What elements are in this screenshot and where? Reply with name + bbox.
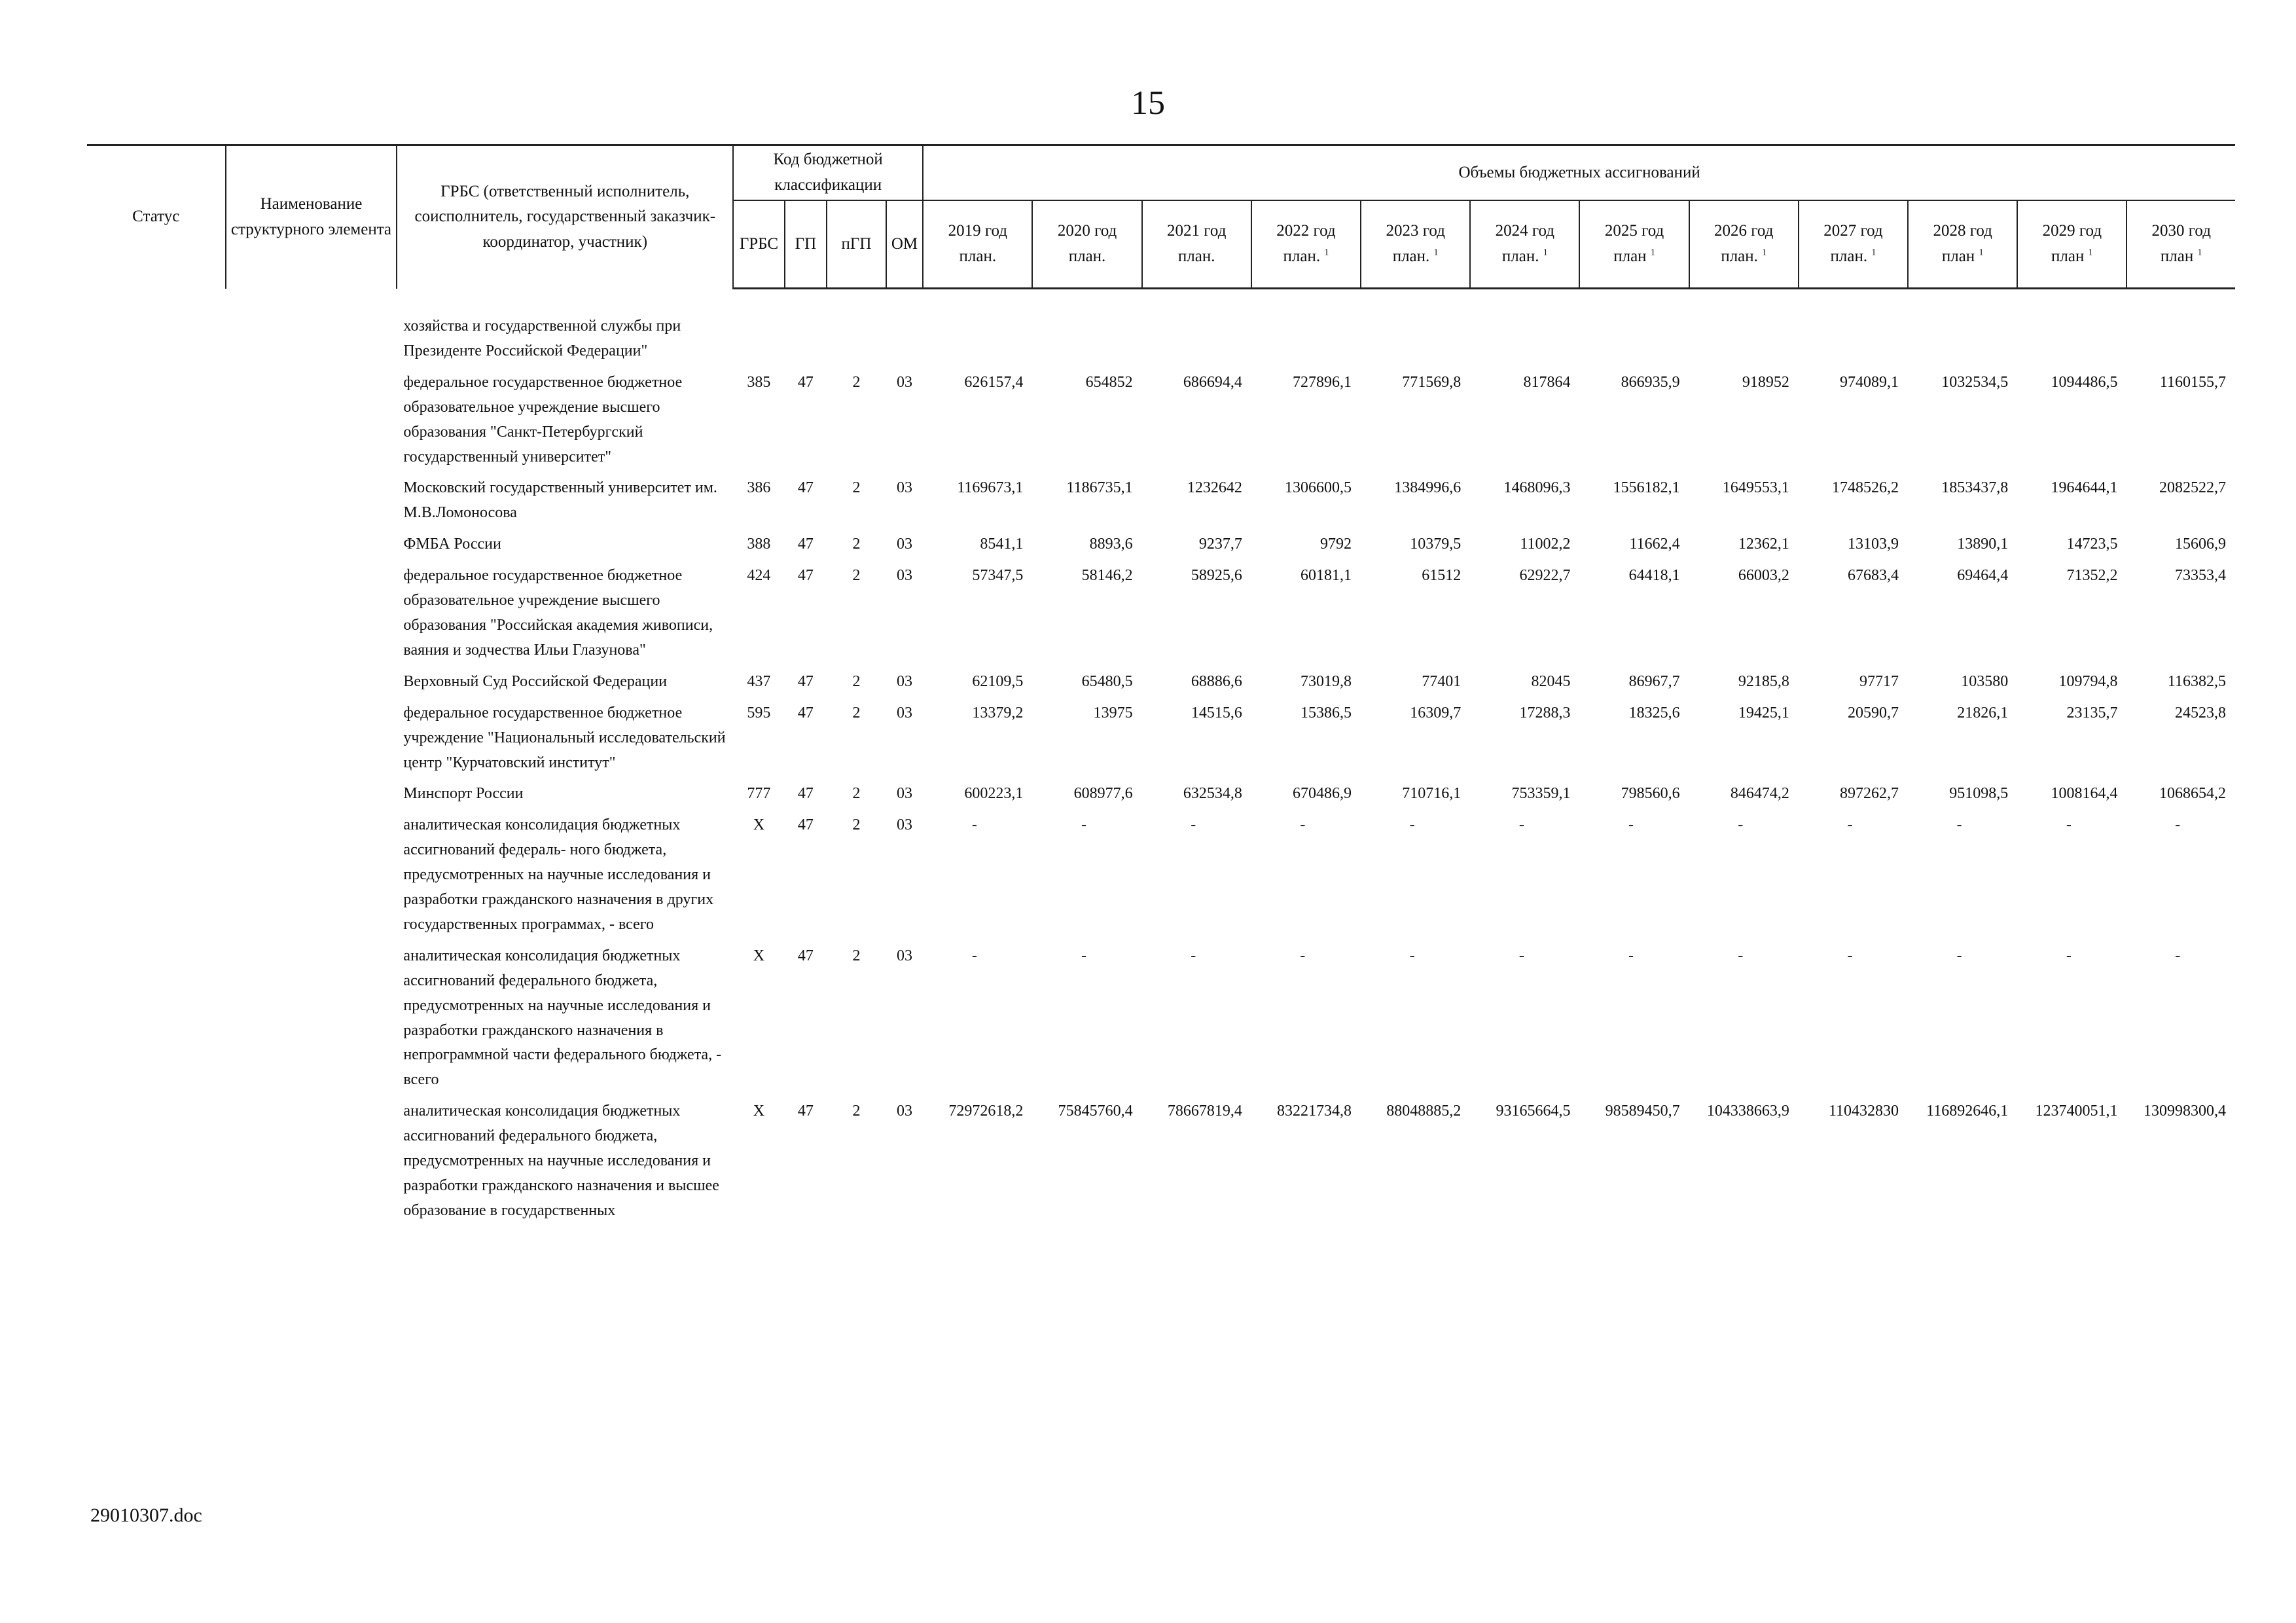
value-cell: 951098,5 bbox=[1949, 785, 2009, 803]
page-number: 15 bbox=[1131, 84, 1165, 122]
value-cell: - bbox=[1191, 947, 1196, 964]
value-cell: 11662,4 bbox=[1629, 536, 1680, 553]
status-cell bbox=[87, 813, 226, 944]
value-cell: 9237,7 bbox=[1198, 536, 1242, 553]
kbk-om-cell: 03 bbox=[897, 567, 913, 585]
kbk-om-cell: 03 bbox=[897, 672, 913, 690]
value-cell: - bbox=[2066, 816, 2072, 834]
value-cell: 866935,9 bbox=[1621, 373, 1680, 391]
kbk-gp-cell: 47 bbox=[797, 567, 814, 585]
table-row bbox=[87, 813, 2235, 944]
kbk-pgp-cell: 2 bbox=[852, 373, 861, 391]
value-cell: - bbox=[1300, 816, 1306, 834]
header-year bbox=[1361, 200, 1470, 289]
element-name-cell bbox=[226, 564, 397, 670]
header-year-label: 2024 год bbox=[1495, 222, 1555, 240]
value-cell: 1169673,1 bbox=[957, 479, 1024, 497]
value-cell: - bbox=[1847, 947, 1853, 964]
value-cell: 88048885,2 bbox=[1386, 1103, 1462, 1120]
value-cell: - bbox=[971, 816, 977, 834]
grbs-name-cell: ФМБА России bbox=[403, 536, 501, 553]
header-status: Статус bbox=[87, 145, 226, 289]
header-plan-label: план. bbox=[1068, 247, 1106, 265]
value-cell: 23135,7 bbox=[2066, 704, 2118, 721]
value-cell: 10379,5 bbox=[1410, 536, 1462, 553]
header-volumes: Объемы бюджетных ассигнований bbox=[923, 145, 2235, 201]
header-year bbox=[1251, 200, 1361, 289]
value-cell bbox=[1908, 314, 2017, 371]
kbk-gp-cell: 47 bbox=[797, 947, 814, 964]
value-cell: - bbox=[1847, 816, 1853, 834]
kbk-om-cell: 03 bbox=[897, 785, 913, 803]
kbk-pgp-cell: 2 bbox=[852, 672, 861, 690]
header-year bbox=[1689, 200, 1799, 289]
header-year-label: 2029 год bbox=[2042, 222, 2102, 240]
value-cell: 600223,1 bbox=[964, 785, 1024, 803]
kbk-gp-cell: 47 bbox=[797, 785, 814, 803]
value-cell bbox=[1032, 314, 1141, 371]
footnote-marker: 1 bbox=[1650, 247, 1655, 258]
value-cell: 116892646,1 bbox=[1926, 1103, 2009, 1120]
value-cell: 817864 bbox=[1523, 373, 1571, 391]
grbs-name-cell: аналитическая консолидация бюджетных ассигнований федераль- ного бюджета, предусмотренных на научные исследования и разработки гражданского назначения в других государственных программах, - всего bbox=[403, 816, 714, 933]
value-cell: - bbox=[1738, 816, 1744, 834]
table-row bbox=[87, 564, 2235, 670]
footnote-marker: 1 bbox=[1979, 247, 1984, 258]
value-cell: 1964644,1 bbox=[2051, 479, 2118, 497]
value-cell: 1853437,8 bbox=[1941, 479, 2009, 497]
value-cell: 798560,6 bbox=[1621, 785, 1680, 803]
status-cell bbox=[87, 564, 226, 670]
value-cell: - bbox=[1081, 816, 1087, 834]
header-year-label: 2020 год bbox=[1057, 222, 1117, 240]
header-year-label: 2025 год bbox=[1604, 222, 1664, 240]
value-cell: - bbox=[1191, 816, 1196, 834]
value-cell: 632534,8 bbox=[1183, 785, 1242, 803]
value-cell bbox=[1799, 314, 1908, 371]
value-cell bbox=[1689, 314, 1799, 371]
value-cell: 92185,8 bbox=[1738, 672, 1789, 690]
value-cell: 64418,1 bbox=[1628, 567, 1680, 585]
status-cell bbox=[87, 782, 226, 813]
value-cell: 8541,1 bbox=[980, 536, 1024, 553]
value-cell: 1094486,5 bbox=[2051, 373, 2118, 391]
header-kbk-om: ОМ bbox=[886, 200, 923, 289]
header-year bbox=[2017, 200, 2126, 289]
element-name-cell bbox=[226, 314, 397, 371]
value-cell: 974089,1 bbox=[1840, 373, 1899, 391]
value-cell: - bbox=[1956, 947, 1962, 964]
budget-table bbox=[87, 144, 2235, 1230]
value-cell: 1468096,3 bbox=[1503, 479, 1571, 497]
value-cell: 82045 bbox=[1531, 672, 1571, 690]
value-cell: 1649553,1 bbox=[1722, 479, 1789, 497]
header-plan-label: план. bbox=[959, 247, 997, 265]
status-cell bbox=[87, 701, 226, 782]
header-kbk-pgp: пГП bbox=[827, 200, 886, 289]
value-cell: 608977,6 bbox=[1073, 785, 1133, 803]
kbk-gp-cell bbox=[785, 314, 827, 371]
document-id: 29010307.doc bbox=[90, 1504, 202, 1526]
table-row bbox=[87, 670, 2235, 701]
value-cell bbox=[923, 314, 1032, 371]
value-cell: 14515,6 bbox=[1191, 704, 1242, 721]
header-year-label: 2028 год bbox=[1933, 222, 1992, 240]
value-cell: - bbox=[1081, 947, 1087, 964]
grbs-name-cell: Московский государственный университет им. М.В.Ломоносова bbox=[403, 479, 717, 522]
value-cell: 58925,6 bbox=[1191, 567, 1242, 585]
kbk-pgp-cell: 2 bbox=[852, 1103, 861, 1120]
kbk-om-cell bbox=[886, 314, 923, 371]
element-name-cell bbox=[226, 944, 397, 1099]
footnote-marker: 1 bbox=[1324, 247, 1329, 258]
value-cell: 71352,2 bbox=[2066, 567, 2118, 585]
value-cell: 2082522,7 bbox=[2159, 479, 2226, 497]
element-name-cell bbox=[226, 813, 397, 944]
header-year-label: 2026 год bbox=[1714, 222, 1774, 240]
status-cell bbox=[87, 314, 226, 371]
grbs-name-cell: хозяйства и государственной службы при Президенте Российской Федерации" bbox=[403, 318, 681, 359]
kbk-pgp-cell: 2 bbox=[852, 785, 861, 803]
header-year bbox=[1799, 200, 1908, 289]
grbs-name-cell: Минспорт России bbox=[403, 785, 524, 803]
status-cell bbox=[87, 670, 226, 701]
element-name-cell bbox=[226, 670, 397, 701]
header-year-label: 2030 год bbox=[2151, 222, 2211, 240]
value-cell: 1068654,2 bbox=[2159, 785, 2226, 803]
value-cell: 72972618,2 bbox=[948, 1103, 1024, 1120]
header-year-label: 2022 год bbox=[1276, 222, 1336, 240]
value-cell bbox=[1251, 314, 1361, 371]
kbk-pgp-cell: 2 bbox=[852, 816, 861, 834]
value-cell bbox=[1470, 314, 1579, 371]
value-cell: 1306600,5 bbox=[1285, 479, 1352, 497]
header-plan-label: план. bbox=[1283, 247, 1321, 265]
kbk-grbs-cell: 386 bbox=[747, 479, 771, 497]
value-cell: 103580 bbox=[1961, 672, 2009, 690]
element-name-cell bbox=[226, 476, 397, 532]
value-cell: 21826,1 bbox=[1957, 704, 2009, 721]
value-cell: 654852 bbox=[1085, 373, 1133, 391]
value-cell: 918952 bbox=[1742, 373, 1789, 391]
value-cell: 83221734,8 bbox=[1277, 1103, 1352, 1120]
value-cell: 13379,2 bbox=[972, 704, 1024, 721]
value-cell: 73353,4 bbox=[2175, 567, 2226, 585]
header-year bbox=[1032, 200, 1141, 289]
table-row bbox=[87, 782, 2235, 813]
table-row bbox=[87, 314, 2235, 371]
footnote-marker: 1 bbox=[2088, 247, 2093, 258]
kbk-grbs-cell: Х bbox=[753, 1103, 765, 1120]
footnote-marker: 1 bbox=[1871, 247, 1876, 258]
value-cell: 1748526,2 bbox=[1832, 479, 1899, 497]
kbk-gp-cell: 47 bbox=[797, 704, 814, 721]
value-cell: 846474,2 bbox=[1730, 785, 1789, 803]
grbs-name-cell: федеральное государственное бюджетное образовательное учреждение высшего образования "Российская академия живописи, ваяния и зодчества Ильи Глазунова" bbox=[403, 567, 713, 659]
value-cell bbox=[1579, 314, 1689, 371]
table-row bbox=[87, 701, 2235, 782]
header-plan-label: план. bbox=[1177, 247, 1215, 265]
element-name-cell bbox=[226, 701, 397, 782]
value-cell: 11002,2 bbox=[1520, 536, 1571, 553]
value-cell: 109794,8 bbox=[2058, 672, 2118, 690]
value-cell: 13890,1 bbox=[1957, 536, 2009, 553]
status-cell bbox=[87, 532, 226, 564]
value-cell: - bbox=[1409, 816, 1415, 834]
value-cell: 97717 bbox=[1859, 672, 1899, 690]
kbk-om-cell: 03 bbox=[897, 1103, 913, 1120]
value-cell: 18325,6 bbox=[1628, 704, 1680, 721]
status-cell bbox=[87, 371, 226, 477]
table-row bbox=[87, 532, 2235, 564]
header-plan-label: план. bbox=[1392, 247, 1430, 265]
value-cell: 727896,1 bbox=[1293, 373, 1352, 391]
value-cell: - bbox=[2175, 816, 2181, 834]
footnote-marker: 1 bbox=[2197, 247, 2202, 258]
value-cell: 24523,8 bbox=[2175, 704, 2226, 721]
grbs-name-cell: Верховный Суд Российской Федерации bbox=[403, 672, 668, 690]
kbk-pgp-cell: 2 bbox=[852, 704, 861, 721]
value-cell: 68886,6 bbox=[1191, 672, 1242, 690]
kbk-grbs-cell: 385 bbox=[747, 373, 771, 391]
value-cell: 19425,1 bbox=[1738, 704, 1789, 721]
value-cell: - bbox=[1518, 816, 1524, 834]
header-year bbox=[1579, 200, 1689, 289]
value-cell: 1556182,1 bbox=[1613, 479, 1680, 497]
kbk-om-cell: 03 bbox=[897, 816, 913, 834]
kbk-grbs-cell: 388 bbox=[747, 536, 771, 553]
header-plan-label: план bbox=[2051, 247, 2085, 265]
value-cell: - bbox=[971, 947, 977, 964]
footnote-marker: 1 bbox=[1433, 247, 1439, 258]
header-year-label: 2023 год bbox=[1386, 222, 1445, 240]
header-year-label: 2021 год bbox=[1167, 222, 1227, 240]
value-cell: 14723,5 bbox=[2066, 536, 2118, 553]
header-year bbox=[1142, 200, 1251, 289]
value-cell: 86967,7 bbox=[1628, 672, 1680, 690]
grbs-name-cell: аналитическая консолидация бюджетных ассигнований федерального бюджета, предусмотренных на научные исследования и разработки гражданского назначения в непрограммной части федерального бюджета, - всего bbox=[403, 947, 722, 1089]
value-cell: 710716,1 bbox=[1402, 785, 1462, 803]
header-year bbox=[2126, 200, 2235, 289]
value-cell: 61512 bbox=[1422, 567, 1462, 585]
value-cell bbox=[2126, 314, 2235, 371]
header-year bbox=[1908, 200, 2017, 289]
kbk-om-cell: 03 bbox=[897, 704, 913, 721]
value-cell bbox=[1361, 314, 1470, 371]
status-cell bbox=[87, 1099, 226, 1230]
kbk-om-cell: 03 bbox=[897, 373, 913, 391]
kbk-gp-cell: 47 bbox=[797, 816, 814, 834]
value-cell: 123740051,1 bbox=[2035, 1103, 2118, 1120]
value-cell: 58146,2 bbox=[1081, 567, 1133, 585]
kbk-gp-cell: 47 bbox=[797, 536, 814, 553]
kbk-grbs-cell: 595 bbox=[747, 704, 771, 721]
table-header bbox=[87, 145, 2235, 289]
value-cell: 98589450,7 bbox=[1605, 1103, 1680, 1120]
value-cell: 17288,3 bbox=[1519, 704, 1571, 721]
value-cell: - bbox=[2175, 947, 2181, 964]
value-cell: - bbox=[2066, 947, 2072, 964]
header-plan-label: план bbox=[1941, 247, 1975, 265]
header-element-name: Наименование структурного элемента bbox=[226, 145, 397, 289]
kbk-grbs-cell: Х bbox=[753, 947, 765, 964]
header-plan-label: план. bbox=[1830, 247, 1868, 265]
value-cell: 15386,5 bbox=[1300, 704, 1352, 721]
kbk-grbs-cell: Х bbox=[753, 816, 765, 834]
value-cell: - bbox=[1518, 947, 1524, 964]
value-cell: 77401 bbox=[1422, 672, 1462, 690]
value-cell: 771569,8 bbox=[1402, 373, 1462, 391]
value-cell: - bbox=[1628, 816, 1634, 834]
kbk-gp-cell: 47 bbox=[797, 373, 814, 391]
header-kbk-gp: ГП bbox=[785, 200, 827, 289]
status-cell bbox=[87, 476, 226, 532]
kbk-grbs-cell: 424 bbox=[747, 567, 771, 585]
value-cell: 1008164,4 bbox=[2051, 785, 2118, 803]
kbk-gp-cell: 47 bbox=[797, 479, 814, 497]
footnote-marker: 1 bbox=[1543, 247, 1548, 258]
value-cell: 670486,9 bbox=[1293, 785, 1352, 803]
header-plan-label: план. bbox=[1501, 247, 1539, 265]
kbk-om-cell: 03 bbox=[897, 536, 913, 553]
value-cell: 104338663,9 bbox=[1706, 1103, 1789, 1120]
header-kbk-grbs: ГРБС bbox=[733, 200, 785, 289]
header-year-label: 2027 год bbox=[1823, 222, 1883, 240]
value-cell: 65480,5 bbox=[1081, 672, 1133, 690]
value-cell: - bbox=[1409, 947, 1415, 964]
value-cell: 897262,7 bbox=[1840, 785, 1899, 803]
value-cell: - bbox=[1300, 947, 1306, 964]
value-cell: 20590,7 bbox=[1848, 704, 1899, 721]
kbk-pgp-cell: 2 bbox=[852, 567, 861, 585]
table-row bbox=[87, 476, 2235, 532]
value-cell: 626157,4 bbox=[964, 373, 1024, 391]
footnote-marker: 1 bbox=[1762, 247, 1767, 258]
value-cell: 69464,4 bbox=[1957, 567, 2009, 585]
header-grbs: ГРБС (ответственный исполнитель, соисполнитель, государственный заказчик-координатор, участник) bbox=[397, 145, 733, 289]
grbs-name-cell: аналитическая консолидация бюджетных ассигнований федерального бюджета, предусмотренных на научные исследования и разработки гражданского назначения и высшее образование в государственных bbox=[403, 1103, 719, 1219]
value-cell: 67683,4 bbox=[1848, 567, 1899, 585]
value-cell: 60181,1 bbox=[1300, 567, 1352, 585]
grbs-name-cell: федеральное государственное бюджетное учреждение "Национальный исследовательский центр "Курчатовский институт" bbox=[403, 704, 726, 771]
value-cell bbox=[2017, 314, 2126, 371]
kbk-pgp-cell: 2 bbox=[852, 947, 861, 964]
value-cell: 13975 bbox=[1093, 704, 1133, 721]
value-cell: - bbox=[1738, 947, 1744, 964]
header-plan-label: план. bbox=[1721, 247, 1758, 265]
value-cell: 13103,9 bbox=[1848, 536, 1899, 553]
status-cell bbox=[87, 944, 226, 1099]
value-cell: 1186735,1 bbox=[1066, 479, 1133, 497]
value-cell: 16309,7 bbox=[1410, 704, 1462, 721]
value-cell: 57347,5 bbox=[972, 567, 1024, 585]
value-cell: 12362,1 bbox=[1738, 536, 1789, 553]
table-body bbox=[87, 289, 2235, 1230]
element-name-cell bbox=[226, 1099, 397, 1230]
element-name-cell bbox=[226, 782, 397, 813]
value-cell: 8893,6 bbox=[1089, 536, 1133, 553]
table-row bbox=[87, 1099, 2235, 1230]
kbk-grbs-cell: 437 bbox=[747, 672, 771, 690]
kbk-pgp-cell: 2 bbox=[852, 479, 861, 497]
kbk-gp-cell: 47 bbox=[797, 672, 814, 690]
table-row bbox=[87, 371, 2235, 477]
grbs-name-cell: федеральное государственное бюджетное образовательное учреждение высшего образования "Санкт-Петербургский государственный университет" bbox=[403, 373, 683, 465]
table-row bbox=[87, 944, 2235, 1099]
header-year bbox=[1470, 200, 1579, 289]
header-kbk: Код бюджетной классификации bbox=[733, 145, 923, 201]
kbk-grbs-cell: 777 bbox=[747, 785, 771, 803]
value-cell: - bbox=[1956, 816, 1962, 834]
value-cell: 62922,7 bbox=[1519, 567, 1571, 585]
element-name-cell bbox=[226, 532, 397, 564]
value-cell: 15606,9 bbox=[2175, 536, 2226, 553]
value-cell: - bbox=[1628, 947, 1634, 964]
kbk-gp-cell: 47 bbox=[797, 1103, 814, 1120]
kbk-pgp-cell bbox=[827, 314, 886, 371]
value-cell: 110432830 bbox=[1828, 1103, 1899, 1120]
value-cell: 116382,5 bbox=[2167, 672, 2226, 690]
value-cell: 686694,4 bbox=[1183, 373, 1242, 391]
value-cell: 62109,5 bbox=[972, 672, 1024, 690]
value-cell: 130998300,4 bbox=[2144, 1103, 2226, 1120]
header-plan-label: план bbox=[1613, 247, 1647, 265]
kbk-pgp-cell: 2 bbox=[852, 536, 861, 553]
value-cell bbox=[1142, 314, 1251, 371]
value-cell: 73019,8 bbox=[1300, 672, 1352, 690]
value-cell: 1032534,5 bbox=[1941, 373, 2009, 391]
element-name-cell bbox=[226, 371, 397, 477]
value-cell: 75845760,4 bbox=[1058, 1103, 1133, 1120]
value-cell: 1232642 bbox=[1187, 479, 1242, 497]
value-cell: 78667819,4 bbox=[1167, 1103, 1242, 1120]
header-plan-label: план bbox=[2160, 247, 2194, 265]
value-cell: 1384996,6 bbox=[1394, 479, 1462, 497]
value-cell: 1160155,7 bbox=[2159, 373, 2226, 391]
value-cell: 66003,2 bbox=[1738, 567, 1789, 585]
kbk-om-cell: 03 bbox=[897, 479, 913, 497]
value-cell: 9792 bbox=[1320, 536, 1352, 553]
kbk-om-cell: 03 bbox=[897, 947, 913, 964]
header-year-label: 2019 год bbox=[948, 222, 1008, 240]
value-cell: 753359,1 bbox=[1511, 785, 1571, 803]
value-cell: 93165664,5 bbox=[1496, 1103, 1571, 1120]
header-year bbox=[923, 200, 1032, 289]
kbk-grbs-cell bbox=[733, 314, 785, 371]
